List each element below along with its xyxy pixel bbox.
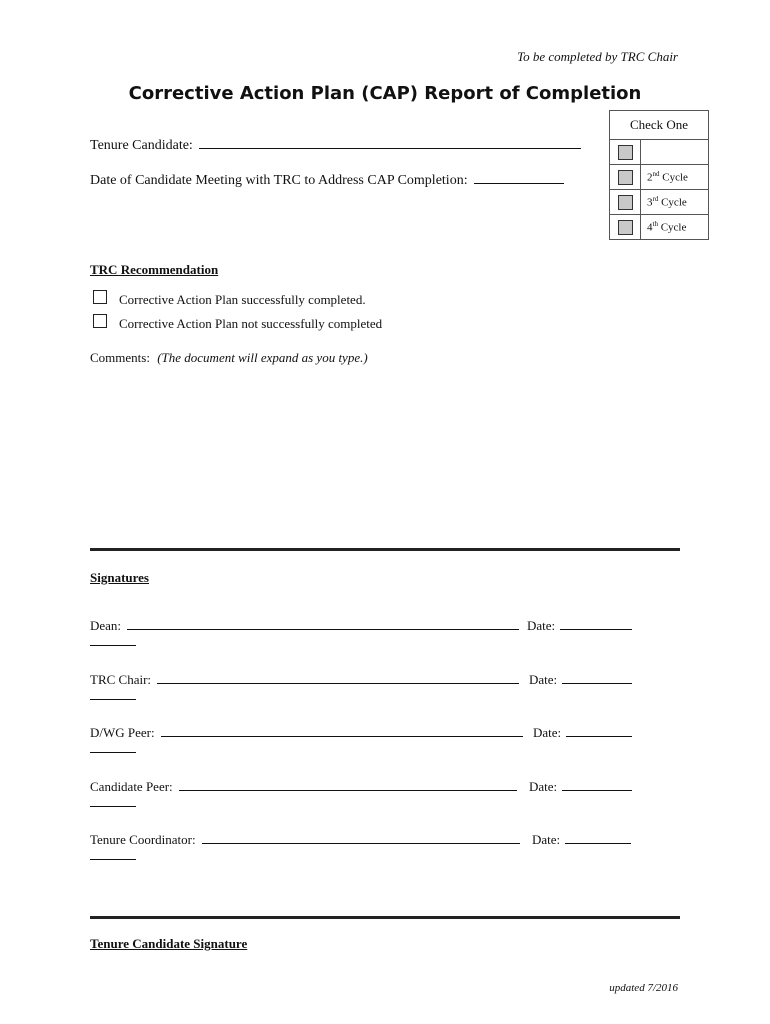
option-completed-checkbox[interactable] <box>93 290 107 304</box>
cycle-box-cell <box>610 165 641 190</box>
cycle-row <box>610 190 709 215</box>
tenure-candidate-field[interactable] <box>199 134 581 149</box>
date-field-dwg-peer[interactable] <box>566 723 632 737</box>
comments-label: Comments: <box>90 350 150 365</box>
option-completed-label: Corrective Action Plan successfully completed. <box>119 292 366 307</box>
cycle-label-4th <box>641 215 709 240</box>
signature-label: Tenure Coordinator: <box>90 832 196 847</box>
cycle-checkbox-4th[interactable] <box>618 220 633 235</box>
cycle-box-cell <box>610 190 641 215</box>
date-continuation-line <box>90 859 136 860</box>
section-divider <box>90 548 680 551</box>
signature-row-tenure-coordinator <box>90 830 520 848</box>
cycle-checkbox-blank[interactable] <box>618 145 633 160</box>
cycle-row <box>610 165 709 190</box>
cycle-num: 3 <box>647 196 653 209</box>
tenure-candidate-row <box>90 134 581 154</box>
date-continuation-line <box>90 752 136 753</box>
tenure-candidate-label: Tenure Candidate: <box>90 138 193 153</box>
cycle-text: Cycle <box>658 196 687 209</box>
date-field-tenure-coordinator[interactable] <box>565 830 631 844</box>
cycle-text: Cycle <box>657 221 687 234</box>
signature-field-dean[interactable] <box>127 616 519 630</box>
cycle-box-cell <box>610 140 641 165</box>
signature-row-candidate-peer <box>90 777 517 795</box>
signature-label: D/WG Peer: <box>90 725 155 740</box>
meeting-date-field[interactable] <box>474 169 564 184</box>
cycle-label-2nd <box>641 165 709 190</box>
updated-note: updated 7/2016 <box>609 982 678 994</box>
option-not-completed-label: Corrective Action Plan not successfully completed <box>119 316 383 331</box>
signature-field-dwg-peer[interactable] <box>161 723 523 737</box>
cycle-num: 4 <box>647 221 653 234</box>
cycle-sup: th <box>652 220 658 229</box>
cycle-label-3rd <box>641 190 709 215</box>
trc-recommendation-heading: TRC Recommendation <box>90 262 219 277</box>
date-row-candidate-peer <box>529 777 632 795</box>
check-one-table <box>609 110 709 240</box>
date-field-trc-chair[interactable] <box>562 670 632 684</box>
signature-label: Candidate Peer: <box>90 779 173 794</box>
cycle-sup: rd <box>652 195 659 204</box>
date-field-dean[interactable] <box>560 616 632 630</box>
date-continuation-line <box>90 806 136 807</box>
cycle-checkbox-2nd[interactable] <box>618 170 633 185</box>
date-field-candidate-peer[interactable] <box>562 777 632 791</box>
date-label: Date: <box>533 725 562 740</box>
comments-field[interactable] <box>90 372 680 532</box>
comments-hint: (The document will expand as you type.) <box>157 350 368 365</box>
date-continuation-line <box>90 699 136 700</box>
date-row-tenure-coordinator <box>532 830 631 848</box>
signature-label: TRC Chair: <box>90 672 152 687</box>
date-label: Date: <box>532 832 561 847</box>
signature-field-candidate-peer[interactable] <box>179 777 517 791</box>
section-divider <box>90 916 680 919</box>
date-row-trc-chair <box>529 670 632 688</box>
cycle-checkbox-3rd[interactable] <box>618 195 633 210</box>
candidate-signature-heading: Tenure Candidate Signature <box>90 936 248 951</box>
cycle-num: 2 <box>647 171 653 184</box>
date-row-dwg-peer <box>533 723 632 741</box>
option-not-completed-checkbox[interactable] <box>93 314 107 328</box>
signatures-heading: Signatures <box>90 570 149 585</box>
top-note: To be completed by TRC Chair <box>517 49 678 64</box>
signature-row-dean <box>90 616 519 634</box>
date-continuation-line <box>90 645 136 646</box>
date-label: Date: <box>529 672 558 687</box>
date-row-dean <box>527 616 632 634</box>
signature-field-trc-chair[interactable] <box>157 670 519 684</box>
cycle-row <box>610 140 709 165</box>
cycle-sup: nd <box>652 170 660 179</box>
signature-row-trc-chair <box>90 670 519 688</box>
date-label: Date: <box>529 779 558 794</box>
cycle-box-cell <box>610 215 641 240</box>
comments-row <box>90 350 368 366</box>
cycle-text: Cycle <box>659 171 688 184</box>
page-title: Corrective Action Plan (CAP) Report of Completion <box>128 83 642 104</box>
meeting-date-label: Date of Candidate Meeting with TRC to Address CAP Completion: <box>90 173 468 188</box>
cycle-label-blank <box>641 140 709 165</box>
signature-field-tenure-coordinator[interactable] <box>202 830 520 844</box>
signature-row-dwg-peer <box>90 723 523 741</box>
date-label: Date: <box>527 618 556 633</box>
meeting-date-row <box>90 169 564 189</box>
cycle-row <box>610 215 709 240</box>
signature-label: Dean: <box>90 618 122 633</box>
check-one-header: Check One <box>610 111 709 140</box>
